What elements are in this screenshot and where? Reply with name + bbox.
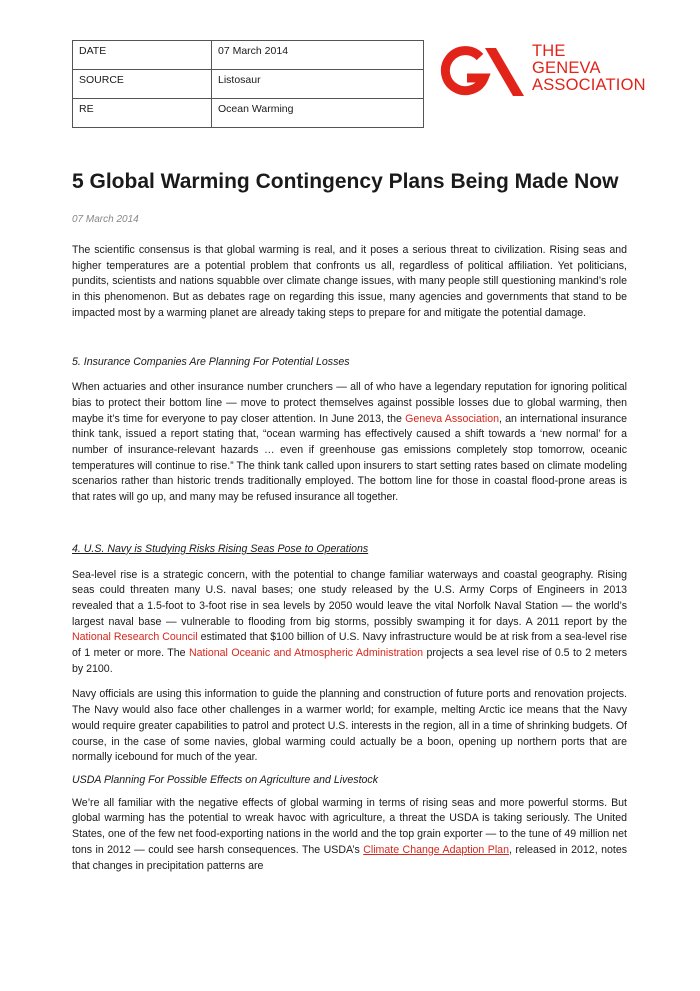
meta-key: SOURCE [73, 70, 212, 99]
intro-paragraph: The scientific consensus is that global warming is real, and it poses a serious threat to civilization. Rising seas and higher temperatures are a potential problem that confronts us all, regardless of political affiliation. Yet politicians, pundits, scientists and nations squabble over climate change issues, with many people still questioning mankind’s role in this phenomenon. But as debates rage on regarding this issue, many agencies and governments that stand to be impacted most by a warming planet are already taking steps to prepare for and mitigate the potential damage. [72, 244, 627, 319]
meta-key: RE [73, 99, 212, 128]
text-run: When actuaries and other insurance number crunchers — all of who have a legendary reputation for ignoring political bias to protect their bottom line — move to protect themselves against possible losses due to global warming, then maybe it’s time for everyone to pay closer attention. In June 2013, the [72, 381, 627, 425]
meta-value: Ocean Warming [212, 99, 424, 128]
logo-line: GENEVA [532, 59, 601, 77]
text-run: , an international insurance think tank, issued a report stating that, “ocean warming has effectively caused a shift towards a ‘new normal’ for a number of insurance-relevant hazards … even if greenhouse gas emissions completely stop tomorrow, oceanic temperatures will continue to rise.” The think tank called upon insurers to start setting rates based on climate modeling scenarios rather than historic trends traditionally employed. The bottom line for those in coastal flood-prone areas is that rates will go up, and many may be refused insurance all together. [72, 412, 627, 504]
section-4-paragraph-2: Navy officials are using this information to guide the planning and construction of future ports and renovation projects. The Navy would also face other challenges in a warmer world; for example, melting Arctic ice means that the Navy would require greater capabilities to patrol and protect U.S. interests in the region, all in a time of shrinking budgets. Of course, in the case of some navies, global warming could actually be a boon, opening up northern ports that are normally icebound for much of the year. [72, 688, 627, 764]
link-geneva-association[interactable]: Geneva Association [405, 412, 499, 425]
section-heading-3: USDA Planning For Possible Effects on Agriculture and Livestock [72, 773, 378, 786]
logo-line: THE [532, 42, 566, 60]
section-5-paragraph [72, 380, 627, 506]
section-4-paragraph-1 [72, 568, 627, 678]
article-body [72, 243, 627, 874]
link-national-research-council[interactable]: National Research Council [72, 631, 198, 644]
meta-row-source [73, 70, 424, 99]
text-run: estimated that $100 billion of U.S. Navy infrastructure would be at risk from a sea-level rise of 1 meter or more. The [72, 631, 627, 660]
logo-wordmark [532, 43, 646, 94]
article-title: 5 Global Warming Contingency Plans Being Made Now [72, 170, 619, 193]
meta-key: DATE [73, 41, 212, 70]
document-meta-table [72, 40, 424, 128]
section-3-paragraph [72, 796, 627, 875]
meta-value: 07 March 2014 [212, 41, 424, 70]
meta-row-date [73, 41, 424, 70]
ga-monogram-icon [440, 40, 532, 100]
text-run: , released in 2012, notes that changes in precipitation patterns are [72, 843, 628, 872]
section-heading-5: 5. Insurance Companies Are Planning For Potential Losses [72, 355, 350, 368]
link-noaa[interactable]: National Oceanic and Atmospheric Administration [189, 647, 424, 660]
text-run: Sea-level rise is a strategic concern, with the potential to change familiar waterways and coastal geography. Rising seas could threaten many U.S. naval bases; one study released by the U.S. Army Corps of Engineers in 2013 revealed that a 1.5-foot to 3-foot rise in sea levels by 2050 would leave the vital Norfolk Naval Station — the world’s largest naval base — vulnerable to flooding from big storms, possibly swamping it for days. A 2011 report by the [72, 568, 627, 628]
meta-row-re [73, 99, 424, 128]
text-run: projects a sea level rise of 0.5 to 2 meters by 2100. [72, 647, 627, 675]
text-run: We’re all familiar with the negative effects of global warming in terms of rising seas and more powerful storms. But global warming has the potential to wreak havoc with agriculture, a threat the USDA is taking seriously. The United States, one of the few net food-exporting nations in the world and the top grain exporter — to the tune of 49 million net tons in 2012 — could see harsh consequences. The USDA’s [72, 796, 627, 856]
link-climate-change-adaption-plan[interactable]: Climate Change Adaption Plan [363, 843, 509, 856]
logo-line: ASSOCIATION [532, 76, 646, 94]
article-date: 07 March 2014 [72, 214, 139, 225]
meta-value: Listosaur [212, 70, 424, 99]
section-heading-4: 4. U.S. Navy is Studying Risks Rising Seas Pose to Operations [72, 542, 369, 555]
geneva-association-logo [440, 40, 650, 100]
